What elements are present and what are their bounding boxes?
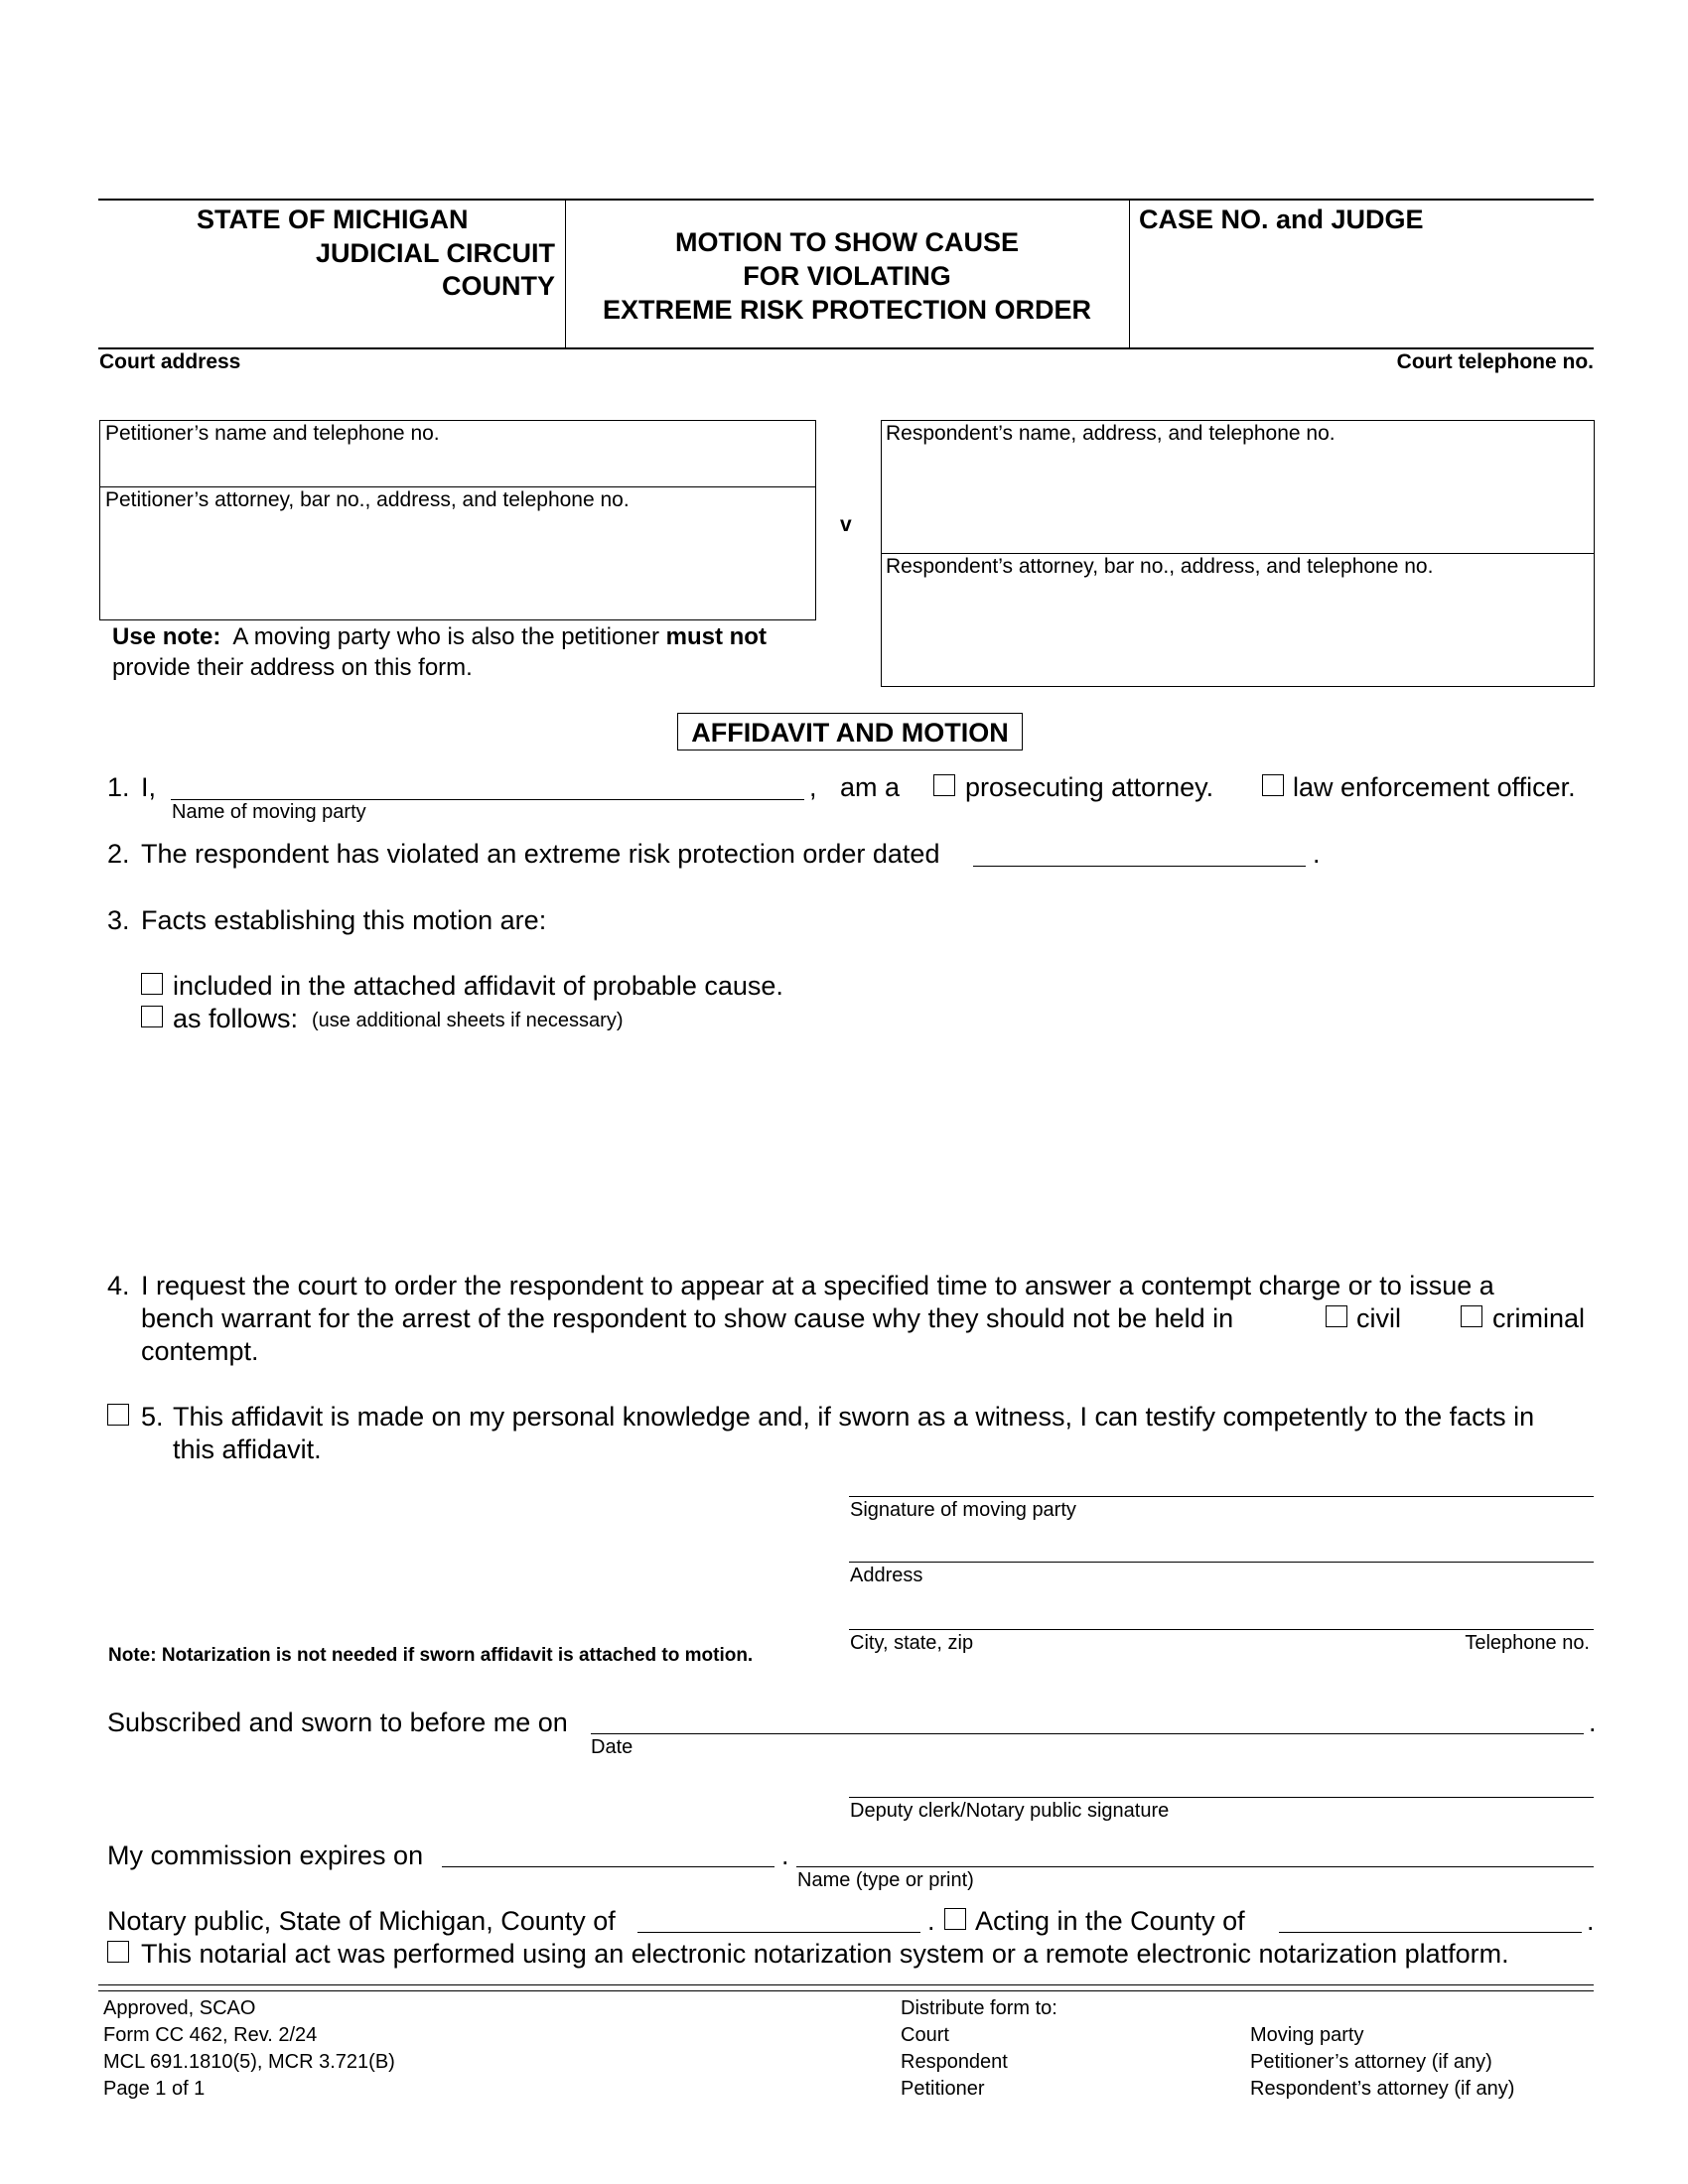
telephone-label: Telephone no. (1465, 1632, 1590, 1654)
respondent-box-divider (881, 553, 1595, 554)
notarization-note: Note: Notarization is not needed if sworn affidavit is attached to motion. (108, 1645, 754, 1666)
sworn-text: Subscribed and sworn to before me on (107, 1707, 568, 1737)
petitioner-name-label: Petitioner’s name and telephone no. (105, 422, 440, 445)
attached-affidavit-checkbox[interactable] (141, 973, 163, 995)
criminal-checkbox[interactable] (1461, 1305, 1482, 1327)
item2-text: The respondent has violated an extreme risk protection order dated (141, 839, 940, 869)
distribute-moving-party: Moving party (1250, 2024, 1364, 2046)
commission-text: My commission expires on (107, 1841, 424, 1870)
commission-date-field[interactable] (442, 1866, 774, 1867)
address-field[interactable] (849, 1562, 1594, 1563)
form-title (565, 225, 1129, 327)
petitioner-box[interactable] (99, 420, 816, 620)
distribute-petitioner: Petitioner (901, 2078, 985, 2100)
attached-affidavit-label: included in the attached affidavit of probable cause. (173, 971, 783, 1001)
law-enforcement-checkbox[interactable] (1262, 774, 1284, 796)
deputy-signature-field[interactable] (849, 1797, 1594, 1798)
personal-knowledge-checkbox[interactable] (107, 1404, 129, 1426)
header-bottom-rule (98, 347, 1594, 349)
use-note (112, 621, 827, 683)
distribute-respondent: Respondent (901, 2051, 1008, 2073)
civil-checkbox[interactable] (1326, 1305, 1347, 1327)
use-note-text1: A moving party who is also the petitioner (232, 623, 659, 650)
city-state-zip-field[interactable] (849, 1629, 1594, 1630)
court-phone-label: Court telephone no. (1396, 350, 1594, 373)
item1-am-a: am a (840, 772, 901, 802)
item5-line1: This affidavit is made on my personal knowledge and, if sworn as a witness, I can testify competently to the facts in (173, 1402, 1535, 1432)
form-title-line1: MOTION TO SHOW CAUSE (674, 227, 1019, 257)
acting-county-checkbox[interactable] (944, 1908, 966, 1930)
circuit-label: JUDICIAL CIRCUIT (315, 238, 555, 268)
item4-line2: bench warrant for the arrest of the respondent to show cause why they should not be held in (141, 1303, 1234, 1333)
court-address-label: Court address (99, 350, 241, 373)
acting-county-field[interactable] (1279, 1932, 1582, 1933)
state-label: STATE OF MICHIGAN (197, 205, 469, 234)
law-enforcement-label: law enforcement officer. (1293, 772, 1576, 802)
sworn-date-field[interactable] (591, 1733, 1584, 1734)
item4-line1: I request the court to order the respondent to appear at a specified time to answer a contempt charge or to issue a (141, 1271, 1494, 1300)
case-no-label: CASE NO. and JUDGE (1139, 205, 1424, 234)
notary-county-period: . (927, 1906, 935, 1936)
versus-label: v (840, 513, 852, 536)
use-note-text2: provide their address on this form. (112, 654, 473, 681)
footer-rule-top (98, 1984, 1594, 1985)
moving-party-name-field[interactable] (171, 799, 804, 800)
petitioner-attorney-label: Petitioner’s attorney, bar no., address, and telephone no. (105, 488, 630, 511)
footer-mcl: MCL 691.1810(5), MCR 3.721(B) (103, 2051, 395, 2073)
order-date-field[interactable] (973, 866, 1306, 867)
item2-number: 2. (107, 839, 130, 869)
electronic-notarization-label: This notarial act was performed using an electronic notarization system or a remote electronic notarization platform. (141, 1939, 1509, 1969)
item3-text: Facts establishing this motion are: (141, 905, 547, 935)
item3-number: 3. (107, 905, 130, 935)
item1-text: I, (141, 772, 157, 802)
use-note-bold: must not (665, 623, 767, 650)
acting-county-period: . (1587, 1906, 1595, 1936)
footer-page: Page 1 of 1 (103, 2078, 206, 2100)
respondent-attorney-label: Respondent’s attorney, bar no., address, and telephone no. (886, 555, 1434, 578)
item1-comma: , (809, 772, 817, 802)
header-top-rule (98, 199, 1594, 201)
footer-distribute-right (1250, 2022, 1514, 2103)
commission-period: . (781, 1841, 789, 1870)
electronic-notarization-checkbox[interactable] (107, 1941, 129, 1963)
as-follows-checkbox[interactable] (141, 1006, 163, 1027)
item1-number: 1. (107, 772, 130, 802)
county-label: COUNTY (442, 271, 555, 301)
form-title-line2: FOR VIOLATING (743, 261, 951, 291)
notary-county-field[interactable] (637, 1932, 920, 1933)
sworn-period: . (1589, 1707, 1597, 1737)
respondent-name-label: Respondent’s name, address, and telephone no. (886, 422, 1336, 445)
civil-label: civil (1356, 1303, 1401, 1333)
item5-number: 5. (141, 1402, 164, 1432)
footer-approved: Approved, SCAO (103, 1997, 256, 2019)
footer-rule-bottom (98, 1990, 1594, 1991)
header-divider-right (1129, 199, 1130, 348)
footer-distribute (901, 1995, 1057, 2103)
distribute-court: Court (901, 2024, 949, 2046)
item4-number: 4. (107, 1271, 130, 1300)
facts-text-area[interactable] (141, 1040, 1591, 1259)
item5-line2: this affidavit. (173, 1434, 322, 1464)
petitioner-box-divider (99, 486, 816, 487)
distribute-petitioner-attorney: Petitioner’s attorney (if any) (1250, 2051, 1492, 2073)
criminal-label: criminal (1492, 1303, 1586, 1333)
prosecuting-attorney-label: prosecuting attorney. (965, 772, 1214, 802)
city-state-zip-label: City, state, zip (850, 1632, 974, 1654)
prosecuting-attorney-checkbox[interactable] (933, 774, 955, 796)
notary-name-field[interactable] (796, 1866, 1594, 1867)
moving-party-name-label: Name of moving party (172, 801, 366, 823)
notary-county-text: Notary public, State of Michigan, County of (107, 1906, 616, 1936)
as-follows-note: (use additional sheets if necessary) (312, 1010, 624, 1031)
sworn-date-label: Date (591, 1736, 633, 1758)
section-title: AFFIDAVIT AND MOTION (677, 713, 1023, 751)
use-note-label: Use note: (112, 623, 221, 650)
form-title-line3: EXTREME RISK PROTECTION ORDER (602, 295, 1092, 325)
address-label: Address (850, 1565, 923, 1586)
distribute-label: Distribute form to: (901, 1997, 1057, 2019)
item4-line3: contempt. (141, 1336, 259, 1366)
footer-left (103, 1995, 395, 2103)
notary-name-label: Name (type or print) (797, 1869, 974, 1891)
distribute-respondent-attorney: Respondent’s attorney (if any) (1250, 2078, 1515, 2100)
signature-field[interactable] (849, 1496, 1594, 1497)
deputy-signature-label: Deputy clerk/Notary public signature (850, 1800, 1170, 1822)
item2-period: . (1313, 839, 1321, 869)
footer-form-number: Form CC 462, Rev. 2/24 (103, 2024, 318, 2046)
as-follows-label: as follows: (173, 1004, 299, 1033)
acting-county-label: Acting in the County of (975, 1906, 1245, 1936)
signature-label: Signature of moving party (850, 1499, 1076, 1521)
